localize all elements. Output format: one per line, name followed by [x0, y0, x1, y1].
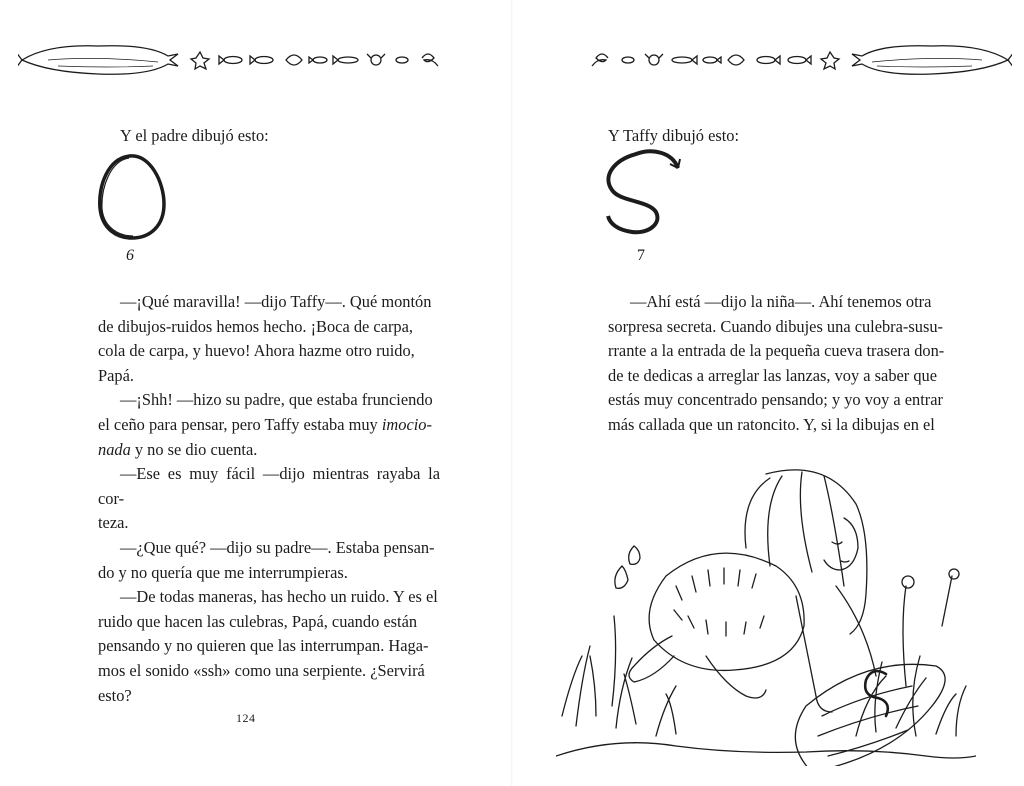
girl-drawing-snake-illustration	[556, 466, 976, 766]
text-line: más callada que un ratoncito. Y, si la dibujas en el	[608, 414, 935, 434]
paragraph	[98, 536, 440, 585]
text-fragment: el ceño para pensar, pero Taffy estaba muy	[98, 414, 382, 434]
text-line: teza.	[98, 513, 129, 533]
text-line: sorpresa secreta. Cuando dibujes una culebra-susu-	[608, 316, 943, 336]
text-line: de te dedicas a arreglar las lanzas, voy a saber que	[608, 365, 938, 385]
left-intro-line: Y el padre dibujó esto:	[120, 126, 269, 145]
left-body-text	[98, 290, 440, 708]
text-line: esto?	[98, 685, 132, 705]
text-line: cola de carpa, y huevo! Ahora hazme otro ruido,	[98, 341, 415, 361]
text-line: estás muy concentrado pensando; y yo voy a entrar	[608, 390, 943, 410]
figure-number-7: 7	[637, 247, 645, 264]
text-line	[98, 438, 440, 463]
page-number: 124	[236, 711, 256, 725]
figure-number-6: 6	[126, 247, 134, 264]
text-line: —Ahí está —dijo la niña—. Ahí tenemos otra	[630, 292, 932, 311]
text-line: do y no quería que me interrumpieras.	[98, 562, 348, 582]
sea-creatures-border-ornament-right	[582, 38, 1012, 82]
text-line: —¡Qué maravilla! —dijo Taffy—. Qué montón	[120, 292, 432, 311]
text-line: —¿Que qué? —dijo su padre—. Estaba pensan-	[120, 537, 435, 557]
text-line: —¡Shh! —hizo su padre, que estaba frunciendo	[120, 390, 433, 410]
italic-word: imocio-	[381, 414, 432, 434]
paragraph	[98, 290, 440, 388]
text-line	[98, 413, 440, 438]
right-intro-line: Y Taffy dibujó esto:	[608, 126, 740, 145]
paragraph	[98, 585, 440, 708]
text-line: mos el sonido «ssh» como una serpiente. ¿Servirá	[98, 660, 425, 680]
text-fragment: y no se dio cuenta.	[130, 439, 258, 459]
right-body-text	[608, 290, 952, 438]
paragraph	[608, 290, 952, 438]
text-line: Papá.	[98, 365, 134, 385]
sea-creatures-border-ornament-left	[18, 38, 448, 82]
snake-s-glyph-drawing	[596, 146, 688, 238]
text-line: rrante a la entrada de la pequeña cueva trasera don-	[608, 341, 945, 361]
italic-word: nada	[98, 439, 131, 459]
text-line: ruido que hacen las culebras, Papá, cuando están	[98, 611, 418, 631]
text-line: —Ese es muy fácil —dijo mientras rayaba la cor-	[98, 464, 440, 508]
paragraph	[98, 462, 440, 536]
text-line: —De todas maneras, has hecho un ruido. Y es el	[120, 587, 438, 607]
paragraph	[98, 388, 440, 462]
egg-glyph-drawing	[92, 152, 170, 242]
text-line: de dibujos-ruidos hemos hecho. ¡Boca de carpa,	[98, 316, 413, 336]
text-line: pensando y no quieren que las interrumpan. Haga-	[98, 636, 429, 656]
